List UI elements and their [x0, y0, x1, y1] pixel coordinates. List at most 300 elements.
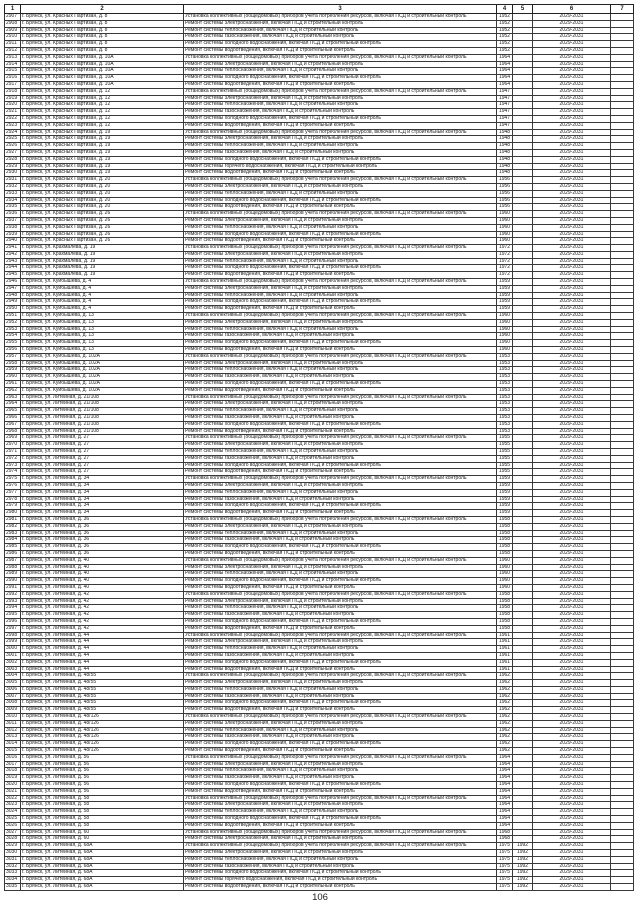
cell-row-number: 2944	[4, 265, 21, 271]
cell-col-5	[513, 367, 533, 373]
cell-year-built: 1948	[497, 136, 513, 142]
cell-address: г. Брянск, ул. Литейная, д. 21/108	[21, 415, 184, 421]
table-row	[4, 361, 634, 368]
cell-col-5: 1992	[513, 877, 533, 883]
table-row	[4, 782, 634, 789]
cell-address: г. Брянск, ул. Литейная, д. 36	[21, 551, 184, 557]
cell-work-type: Ремонт системы теплоснабжения, включая ПСД и строительный контроль	[184, 768, 497, 774]
cell-col-7	[611, 707, 634, 713]
cell-address: г. Брянск, ул. Куйбышева, д. 13	[21, 340, 184, 346]
cell-col-7	[611, 109, 634, 115]
cell-period: 2029-2031	[533, 143, 611, 149]
cell-address: г. Брянск, ул. Куйбышева, д. 13	[21, 313, 184, 319]
cell-address: г. Брянск, ул. Литейная, д. 27	[21, 469, 184, 475]
cell-address: г. Брянск, ул. Крахмалева, д. 19	[21, 245, 184, 251]
cell-col-5	[513, 449, 533, 455]
cell-col-5	[513, 667, 533, 673]
table-row	[4, 347, 634, 354]
cell-address: г. Брянск, ул. Куйбышева, д. 4	[21, 279, 184, 285]
cell-col-5	[513, 537, 533, 543]
table-row	[4, 667, 634, 674]
cell-year-built: 1955	[497, 449, 513, 455]
cell-address: г. Брянск, ул. Красных Партизан, д. 19	[21, 164, 184, 170]
cell-year-built: 1959	[497, 279, 513, 285]
cell-period: 2029-2031	[533, 381, 611, 387]
table-row	[4, 164, 634, 171]
cell-row-number: 2946	[4, 279, 21, 285]
cell-work-type: Ремонт системы теплоснабжения, включая ПСД и строительный контроль	[184, 68, 497, 74]
cell-year-built: 1962	[497, 714, 513, 720]
cell-year-built: 1952	[497, 48, 513, 54]
cell-col-7	[611, 82, 634, 88]
cell-address: г. Брянск, ул. Куйбышева, д. 102А	[21, 354, 184, 360]
cell-address: г. Брянск, ул. Красных Партизан, д. 10А	[21, 82, 184, 88]
cell-period: 2029-2031	[533, 707, 611, 713]
cell-year-built: 1953	[497, 381, 513, 387]
cell-address: г. Брянск, ул. Красных Партизан, д. 19	[21, 143, 184, 149]
table-row	[4, 857, 634, 864]
cell-work-type: Установка коллективных (общедомовых) приборов учета потребления ресурсов, включая ПСД и строительный контроль	[184, 558, 497, 564]
cell-address: г. Брянск, ул. Красных Партизан, д. 10А	[21, 68, 184, 74]
cell-work-type: Ремонт системы электроснабжения, включая ПСД и строительный контроль	[184, 762, 497, 768]
cell-col-5	[513, 150, 533, 156]
cell-col-5	[513, 313, 533, 319]
cell-year-built: 1960	[497, 238, 513, 244]
cell-work-type: Ремонт системы газоснабжения, включая ПСД и строительный контроль	[184, 694, 497, 700]
cell-col-5	[513, 558, 533, 564]
cell-work-type: Установка коллективных (общедомовых) приборов учета потребления ресурсов, включая ПСД и строительный контроль	[184, 843, 497, 849]
cell-year-built: 1961	[497, 660, 513, 666]
cell-period: 2029-2031	[533, 130, 611, 136]
cell-work-type: Ремонт системы теплоснабжения, включая ПСД и строительный контроль	[184, 293, 497, 299]
cell-col-7	[611, 415, 634, 421]
cell-address: г. Брянск, ул. Крахмалева, д. 19	[21, 259, 184, 265]
cell-row-number: 2945	[4, 272, 21, 278]
cell-address: г. Брянск, ул. Куйбышева, д. 4	[21, 286, 184, 292]
cell-col-5	[513, 463, 533, 469]
cell-year-built: 1948	[497, 143, 513, 149]
table-row	[4, 388, 634, 395]
cell-period: 2029-2031	[533, 884, 611, 890]
cell-col-5	[513, 279, 533, 285]
cell-row-number: 3017	[4, 762, 21, 768]
cell-work-type: Ремонт системы холодного водоснабжения, включая ПСД и строительный контроль	[184, 157, 497, 163]
cell-col-7	[611, 313, 634, 319]
cell-year-built: 1955	[497, 469, 513, 475]
cell-address: г. Брянск, ул. Крахмалева, д. 19	[21, 265, 184, 271]
cell-col-5	[513, 41, 533, 47]
cell-col-5	[513, 823, 533, 829]
cell-work-type: Ремонт системы горячего водоснабжения, включая ПСД и строительный контроль	[184, 877, 497, 883]
cell-work-type: Ремонт системы электроснабжения, включая ПСД и строительный контроль	[184, 483, 497, 489]
cell-row-number: 3015	[4, 748, 21, 754]
cell-work-type: Ремонт системы водоотведения, включая ПСД и строительный контроль	[184, 204, 497, 210]
cell-col-7	[611, 524, 634, 530]
cell-period: 2029-2031	[533, 476, 611, 482]
cell-col-7	[611, 320, 634, 326]
cell-col-7	[611, 252, 634, 258]
cell-year-built: 1952	[497, 28, 513, 34]
cell-work-type: Установка коллективных (общедомовых) приборов учета потребления ресурсов, включая ПСД и строительный контроль	[184, 673, 497, 679]
cell-col-5	[513, 82, 533, 88]
cell-year-built: 1964	[497, 775, 513, 781]
cell-address: г. Брянск, ул. Литейная, д. 68А	[21, 864, 184, 870]
cell-work-type: Ремонт системы холодного водоснабжения, включая ПСД и строительный контроль	[184, 578, 497, 584]
cell-work-type: Ремонт системы электроснабжения, включая ПСД и строительный контроль	[184, 320, 497, 326]
cell-year-built: 1958	[497, 537, 513, 543]
table-row	[4, 612, 634, 619]
cell-work-type: Ремонт системы водоотведения, включая ПСД и строительный контроль	[184, 884, 497, 890]
cell-col-5	[513, 265, 533, 271]
cell-col-7	[611, 449, 634, 455]
cell-row-number: 2977	[4, 490, 21, 496]
cell-work-type: Ремонт системы газоснабжения, включая ПСД и строительный контроль	[184, 497, 497, 503]
cell-address: г. Брянск, ул. Красных Партизан, д. 12	[21, 96, 184, 102]
table-row	[4, 21, 634, 28]
cell-work-type: Ремонт системы электроснабжения, включая ПСД и строительный контроль	[184, 565, 497, 571]
table-row	[4, 211, 634, 218]
cell-year-built: 1958	[497, 626, 513, 632]
cell-row-number: 3031	[4, 857, 21, 863]
cell-period: 2029-2031	[533, 415, 611, 421]
cell-col-7	[611, 340, 634, 346]
cell-address: г. Брянск, ул. Литейная, д. 34	[21, 490, 184, 496]
cell-row-number: 2996	[4, 619, 21, 625]
cell-period: 2029-2031	[533, 646, 611, 652]
cell-col-7	[611, 265, 634, 271]
cell-row-number: 2956	[4, 347, 21, 353]
cell-period: 2029-2031	[533, 211, 611, 217]
cell-work-type: Ремонт системы газоснабжения, включая ПСД и строительный контроль	[184, 537, 497, 543]
cell-row-number: 2987	[4, 558, 21, 564]
table-row	[4, 544, 634, 551]
cell-year-built: 1964	[497, 782, 513, 788]
table-row	[4, 605, 634, 612]
cell-work-type: Ремонт системы электроснабжения, включая ПСД и строительный контроль	[184, 401, 497, 407]
table-row	[4, 884, 634, 891]
cell-year-built: 1960	[497, 571, 513, 577]
cell-work-type: Ремонт системы холодного водоснабжения, включая ПСД и строительный контроль	[184, 870, 497, 876]
cell-row-number: 2942	[4, 252, 21, 258]
cell-col-5	[513, 503, 533, 509]
cell-period: 2029-2031	[533, 265, 611, 271]
cell-row-number: 3007	[4, 694, 21, 700]
table-row	[4, 551, 634, 558]
cell-col-7	[611, 639, 634, 645]
cell-period: 2029-2031	[533, 864, 611, 870]
cell-period: 2029-2031	[533, 537, 611, 543]
cell-address: г. Брянск, ул. Литейная, д. 40	[21, 558, 184, 564]
cell-col-5	[513, 836, 533, 842]
cell-col-5	[513, 639, 533, 645]
cell-year-built: 1975	[497, 850, 513, 856]
cell-work-type: Ремонт системы водоотведения, включая ПСД и строительный контроль	[184, 272, 497, 278]
cell-year-built: 1953	[497, 361, 513, 367]
cell-col-5	[513, 565, 533, 571]
cell-col-7	[611, 660, 634, 666]
cell-work-type: Ремонт системы теплоснабжения, включая ПСД и строительный контроль	[184, 191, 497, 197]
cell-period: 2029-2031	[533, 653, 611, 659]
cell-row-number: 2999	[4, 639, 21, 645]
cell-period: 2029-2031	[533, 565, 611, 571]
cell-col-7	[611, 164, 634, 170]
cell-col-7	[611, 55, 634, 61]
cell-work-type: Ремонт системы холодного водоснабжения, включая ПСД и строительный контроль	[184, 660, 497, 666]
cell-year-built: 1961	[497, 653, 513, 659]
cell-col-7	[611, 293, 634, 299]
cell-address: г. Брянск, ул. Литейная, д. 27	[21, 463, 184, 469]
cell-col-7	[611, 809, 634, 815]
cell-col-7	[611, 680, 634, 686]
cell-work-type: Ремонт системы холодного водоснабжения, включая ПСД и строительный контроль	[184, 503, 497, 509]
cell-work-type: Ремонт системы электроснабжения, включая ПСД и строительный контроль	[184, 96, 497, 102]
cell-col-7	[611, 238, 634, 244]
cell-col-5: 1992	[513, 843, 533, 849]
cell-col-5	[513, 374, 533, 380]
cell-work-type: Ремонт системы холодного водоснабжения, включая ПСД и строительный контроль	[184, 381, 497, 387]
cell-col-5	[513, 259, 533, 265]
cell-work-type: Ремонт системы электроснабжения, включая ПСД и строительный контроль	[184, 680, 497, 686]
cell-col-7	[611, 565, 634, 571]
cell-row-number: 2952	[4, 320, 21, 326]
header-col-6: 6	[533, 5, 611, 13]
cell-row-number: 2927	[4, 150, 21, 156]
cell-work-type: Установка коллективных (общедомовых) приборов учета потребления ресурсов, включая ПСД и строительный контроль	[184, 796, 497, 802]
table-row	[4, 306, 634, 313]
cell-row-number: 2907	[4, 14, 21, 20]
cell-col-7	[611, 748, 634, 754]
cell-year-built: 1972	[497, 272, 513, 278]
cell-row-number: 2976	[4, 483, 21, 489]
cell-row-number: 2920	[4, 102, 21, 108]
cell-address: г. Брянск, ул. Красных Партизан, д. 8	[21, 21, 184, 27]
cell-work-type: Установка коллективных (общедомовых) приборов учета потребления ресурсов, включая ПСД и строительный контроль	[184, 755, 497, 761]
cell-work-type: Установка коллективных (общедомовых) приборов учета потребления ресурсов, включая ПСД и строительный контроль	[184, 55, 497, 61]
cell-period: 2029-2031	[533, 796, 611, 802]
cell-col-5	[513, 347, 533, 353]
cell-col-7	[611, 700, 634, 706]
cell-address: г. Брянск, ул. Литейная, д. 48/126	[21, 748, 184, 754]
cell-col-7	[611, 204, 634, 210]
cell-row-number: 3006	[4, 687, 21, 693]
cell-col-5	[513, 68, 533, 74]
cell-col-7	[611, 157, 634, 163]
cell-row-number: 2997	[4, 626, 21, 632]
cell-row-number: 2924	[4, 130, 21, 136]
cell-col-5	[513, 238, 533, 244]
cell-col-7	[611, 469, 634, 475]
cell-col-7	[611, 850, 634, 856]
cell-year-built: 1948	[497, 157, 513, 163]
cell-work-type: Ремонт системы водоотведения, включая ПСД и строительный контроль	[184, 429, 497, 435]
cell-work-type: Ремонт системы холодного водоснабжения, включая ПСД и строительный контроль	[184, 544, 497, 550]
cell-year-built: 1956	[497, 191, 513, 197]
cell-work-type: Ремонт системы теплоснабжения, включая ПСД и строительный контроль	[184, 809, 497, 815]
cell-col-5	[513, 510, 533, 516]
cell-row-number: 3004	[4, 673, 21, 679]
cell-period: 2029-2031	[533, 259, 611, 265]
cell-col-7	[611, 755, 634, 761]
cell-row-number: 2947	[4, 286, 21, 292]
cell-period: 2029-2031	[533, 605, 611, 611]
cell-col-7	[611, 605, 634, 611]
cell-year-built: 1964	[497, 789, 513, 795]
cell-col-5	[513, 721, 533, 727]
table-row	[4, 531, 634, 538]
cell-col-7	[611, 816, 634, 822]
table-row	[4, 238, 634, 245]
table-row	[4, 299, 634, 306]
cell-address: г. Брянск, ул. Литейная, д. 68А	[21, 850, 184, 856]
cell-col-7	[611, 884, 634, 890]
cell-period: 2029-2031	[533, 354, 611, 360]
cell-row-number: 2929	[4, 164, 21, 170]
cell-col-5	[513, 75, 533, 81]
cell-work-type: Ремонт системы электроснабжения, включая ПСД и строительный контроль	[184, 361, 497, 367]
cell-col-5	[513, 34, 533, 40]
cell-col-5	[513, 184, 533, 190]
cell-address: г. Брянск, ул. Литейная, д. 21/108	[21, 408, 184, 414]
cell-address: г. Брянск, ул. Красных Партизан, д. 12	[21, 116, 184, 122]
cell-col-5	[513, 653, 533, 659]
cell-col-5	[513, 734, 533, 740]
cell-row-number: 3030	[4, 850, 21, 856]
cell-work-type: Ремонт системы водоотведения, включая ПСД и строительный контроль	[184, 823, 497, 829]
table-row	[4, 320, 634, 327]
cell-address: г. Брянск, ул. Литейная, д. 34	[21, 510, 184, 516]
cell-year-built: 1958	[497, 605, 513, 611]
cell-address: г. Брянск, ул. Красных Партизан, д. 12	[21, 102, 184, 108]
cell-col-5	[513, 585, 533, 591]
table-row	[4, 442, 634, 449]
cell-row-number: 3033	[4, 870, 21, 876]
cell-year-built: 1955	[497, 456, 513, 462]
cell-row-number: 2953	[4, 327, 21, 333]
table-row	[4, 497, 634, 504]
cell-row-number: 3011	[4, 721, 21, 727]
cell-period: 2029-2031	[533, 673, 611, 679]
cell-row-number: 2940	[4, 238, 21, 244]
cell-address: г. Брянск, ул. Красных Партизан, д. 19	[21, 157, 184, 163]
table-row	[4, 802, 634, 809]
cell-col-7	[611, 585, 634, 591]
cell-address: г. Брянск, ул. Литейная, д. 34	[21, 476, 184, 482]
cell-row-number: 2982	[4, 524, 21, 530]
cell-year-built: 1960	[497, 218, 513, 224]
cell-row-number: 2937	[4, 218, 21, 224]
cell-period: 2029-2031	[533, 374, 611, 380]
cell-year-built: 1975	[497, 877, 513, 883]
cell-year-built: 1953	[497, 401, 513, 407]
cell-year-built: 1960	[497, 333, 513, 339]
cell-row-number: 2957	[4, 354, 21, 360]
cell-col-5	[513, 768, 533, 774]
cell-work-type: Установка коллективных (общедомовых) приборов учета потребления ресурсов, включая ПСД и строительный контроль	[184, 354, 497, 360]
cell-period: 2029-2031	[533, 96, 611, 102]
cell-col-7	[611, 694, 634, 700]
cell-period: 2029-2031	[533, 680, 611, 686]
cell-col-7	[611, 191, 634, 197]
cell-row-number: 2909	[4, 28, 21, 34]
cell-col-7	[611, 531, 634, 537]
table-row	[4, 864, 634, 871]
cell-col-7	[611, 395, 634, 401]
cell-row-number: 3003	[4, 667, 21, 673]
cell-row-number: 2938	[4, 225, 21, 231]
cell-row-number: 3028	[4, 836, 21, 842]
cell-col-7	[611, 796, 634, 802]
cell-period: 2029-2031	[533, 714, 611, 720]
table-row	[4, 877, 634, 884]
cell-address: г. Брянск, ул. Литейная, д. 21/108	[21, 422, 184, 428]
table-row	[4, 333, 634, 340]
cell-year-built: 1975	[497, 870, 513, 876]
cell-col-5	[513, 476, 533, 482]
cell-col-5	[513, 782, 533, 788]
cell-period: 2029-2031	[533, 198, 611, 204]
cell-col-7	[611, 633, 634, 639]
cell-col-5	[513, 619, 533, 625]
cell-col-5	[513, 204, 533, 210]
cell-year-built: 1956	[497, 204, 513, 210]
cell-col-5	[513, 612, 533, 618]
cell-period: 2029-2031	[533, 41, 611, 47]
table-row	[4, 48, 634, 55]
cell-period: 2029-2031	[533, 367, 611, 373]
cell-col-7	[611, 143, 634, 149]
cell-col-5	[513, 306, 533, 312]
cell-row-number: 2925	[4, 136, 21, 142]
cell-col-7	[611, 89, 634, 95]
page-number: 106	[312, 892, 328, 903]
table-row	[4, 707, 634, 714]
cell-work-type: Установка коллективных (общедомовых) приборов учета потребления ресурсов, включая ПСД и строительный контроль	[184, 830, 497, 836]
cell-address: г. Брянск, ул. Красных Партизан, д. 12	[21, 89, 184, 95]
table-row	[4, 381, 634, 388]
cell-period: 2029-2031	[533, 170, 611, 176]
table-row	[4, 469, 634, 476]
cell-period: 2029-2031	[533, 517, 611, 523]
cell-col-5	[513, 143, 533, 149]
cell-period: 2029-2031	[533, 551, 611, 557]
cell-row-number: 2913	[4, 55, 21, 61]
cell-work-type: Ремонт системы электроснабжения, включая ПСД и строительный контроль	[184, 286, 497, 292]
cell-row-number: 2915	[4, 68, 21, 74]
cell-col-5	[513, 497, 533, 503]
cell-year-built: 1959	[497, 293, 513, 299]
cell-col-7	[611, 782, 634, 788]
cell-address: г. Брянск, ул. Красных Партизан, д. 8	[21, 14, 184, 20]
cell-year-built: 1964	[497, 823, 513, 829]
cell-period: 2029-2031	[533, 123, 611, 129]
cell-col-5	[513, 626, 533, 632]
cell-period: 2029-2031	[533, 721, 611, 727]
cell-col-5	[513, 741, 533, 747]
cell-row-number: 2989	[4, 571, 21, 577]
cell-col-5	[513, 123, 533, 129]
table-row	[4, 680, 634, 687]
cell-col-7	[611, 21, 634, 27]
cell-col-7	[611, 517, 634, 523]
cell-year-built: 1947	[497, 116, 513, 122]
cell-col-7	[611, 218, 634, 224]
table-header	[4, 4, 634, 14]
cell-col-7	[611, 150, 634, 156]
cell-col-5	[513, 599, 533, 605]
cell-year-built: 1947	[497, 109, 513, 115]
cell-year-built: 1975	[497, 857, 513, 863]
cell-col-7	[611, 130, 634, 136]
